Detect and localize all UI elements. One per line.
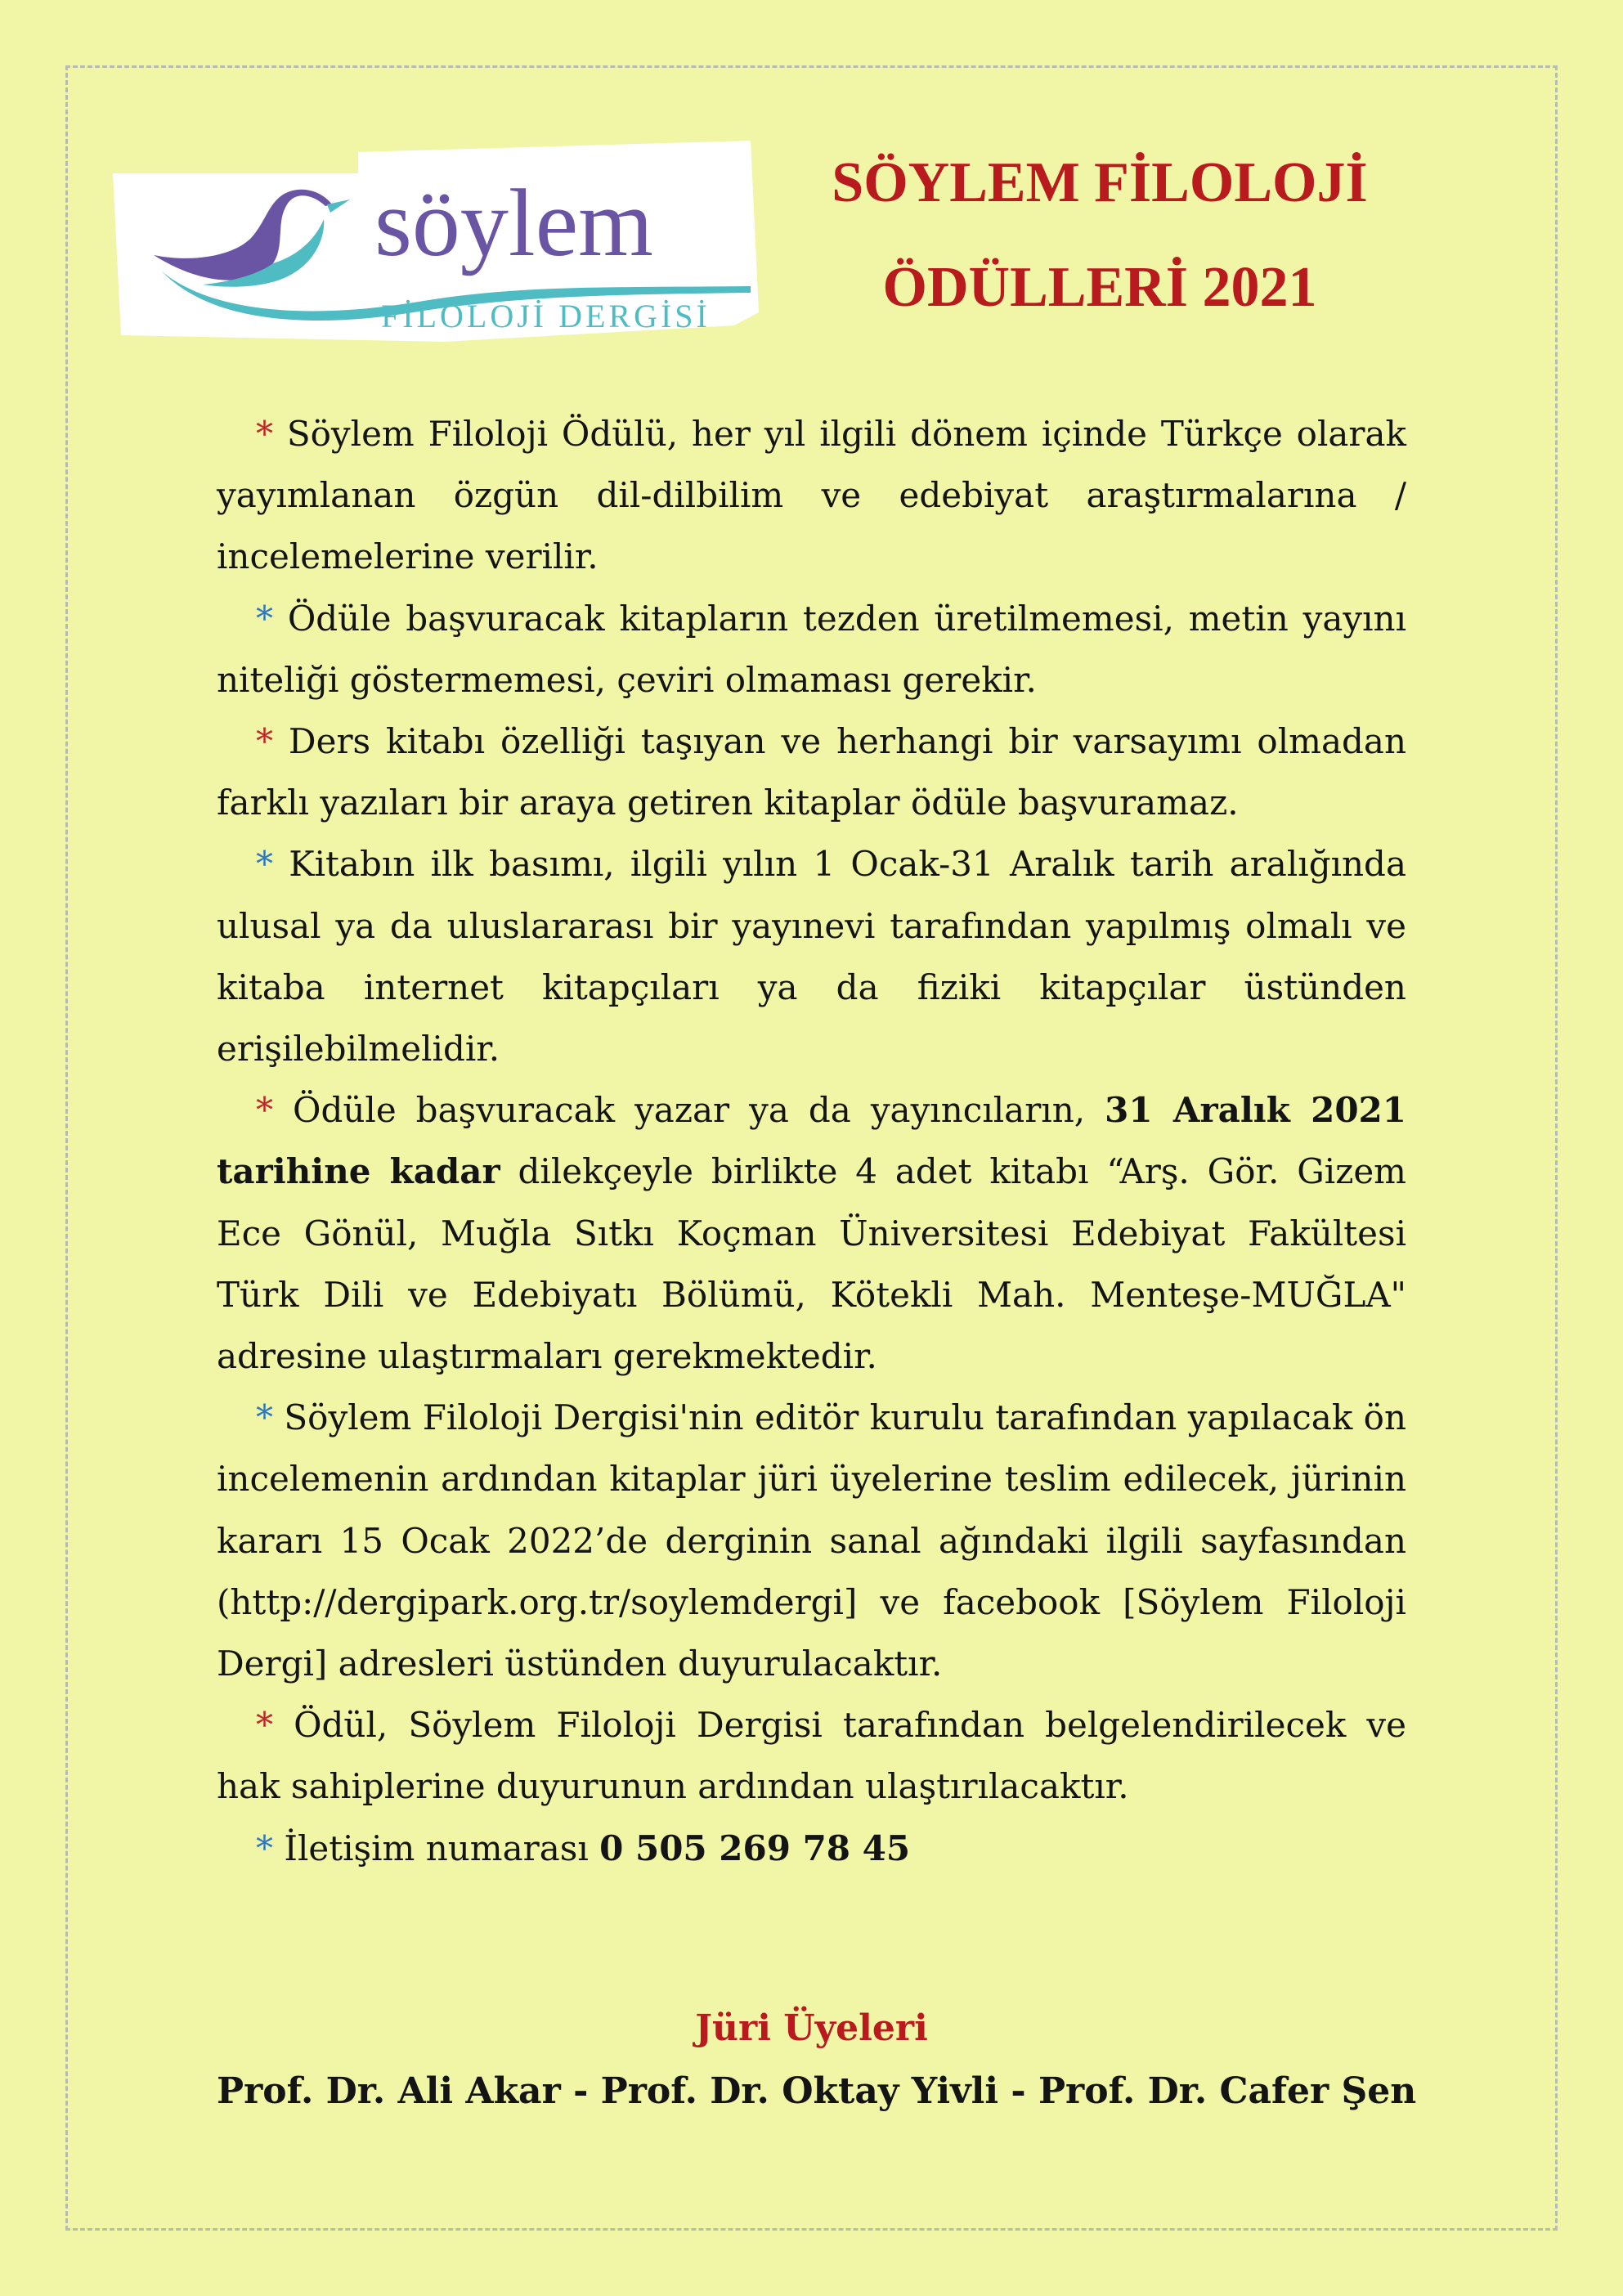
paragraph-text: dilekçeyle birlikte 4 adet kitabı “Arş. Gör. Gizem Ece Gönül, Muğla Sıtkı Koçman Üniversitesi Edebiyat Fakültesi Türk Dili ve Edebiyatı Bölümü, Kötekli Mah. Menteşe-MUĞLA" adresine ulaştırmaları gerekmektedir. [217,1151,1407,1377]
announcement-body [217,403,1406,1879]
paragraph-3 [217,711,1406,833]
paragraph-4 [217,833,1406,1079]
title-line-2: ÖDÜLLERİ 2021 [882,256,1317,319]
paragraph-text: Söylem Filoloji Ödülü, her yıl ilgili dönem içinde Türkçe olarak yayımlanan özgün dil-dilbilim ve edebiyat araştırmalarına / incelemelerine verilir. [217,414,1406,577]
logo-brand-text: söylem [374,169,653,276]
bullet-star: * [256,1090,273,1131]
paragraph-text: Kitabın ilk basımı, ilgili yılın 1 Ocak-31 Aralık tarih aralığında ulusal ya da uluslararası bir yayınevi tarafından yapılmış olmalı ve kitaba internet kitapçıları ya da fiziki kitapçılar üstünden erişilebilmelidir. [217,844,1406,1070]
paragraph-2 [217,588,1406,711]
deadline-text: 31 Aralık 2021 tarihine kadar [217,1090,1407,1192]
paragraph-text: Ödül, Söylem Filoloji Dergisi tarafından belgelendirilecek ve hak sahiplerine duyurunun ardından ulaştırılacaktır. [217,1705,1406,1807]
jury-heading: Jüri Üyeleri [695,2007,928,2049]
paragraph-7 [217,1694,1406,1817]
journal-logo [113,141,759,345]
paragraph-6 [217,1387,1406,1694]
jury-members: Prof. Dr. Ali Akar - Prof. Dr. Oktay Yivli - Prof. Dr. Cafer Şen [217,2070,1417,2112]
paragraph-text: Ders kitabı özelliği taşıyan ve herhangi bir varsayımı olmadan farklı yazıları bir araya getiren kitaplar ödüle başvuramaz. [217,721,1406,823]
bullet-star: * [256,1705,273,1746]
bullet-star: * [256,844,273,885]
paragraph-text: Ödüle başvuracak kitapların tezden üretilmemesi, metin yayını niteliği göstermemesi, çeviri olmaması gerekir. [217,598,1406,700]
bullet-star: * [256,721,273,762]
title-line-1: SÖYLEM FİLOLOJİ [832,151,1368,214]
paragraph-text: Söylem Filoloji Dergisi'nin editör kurulu tarafından yapılacak ön incelemenin ardından kitaplar jüri üyelerine teslim edilecek, jürinin kararı 15 Ocak 2022’de derginin sanal ağındaki ilgili sayfasından (http://dergipark.org.tr/soylemdergi] ve facebook [Söylem Filoloji Dergi] adresleri üstünden duyurulacaktır. [217,1397,1407,1684]
page-title [785,131,1415,340]
bullet-star: * [256,414,273,454]
bullet-star: * [256,1827,273,1868]
bullet-star: * [256,1397,273,1438]
contact-phone: 0 505 269 78 45 [599,1827,911,1868]
paragraph-1 [217,403,1406,588]
paragraph-text: İletişim numarası [284,1827,600,1868]
paragraph-8 [217,1818,1406,1879]
paragraph-text: Ödüle başvuracak yazar ya da yayıncıların, [293,1090,1105,1131]
paragraph-5 [217,1079,1406,1387]
logo-subtitle-text: FİLOLOJİ DERGİSİ [381,298,711,334]
bullet-star: * [256,598,273,639]
